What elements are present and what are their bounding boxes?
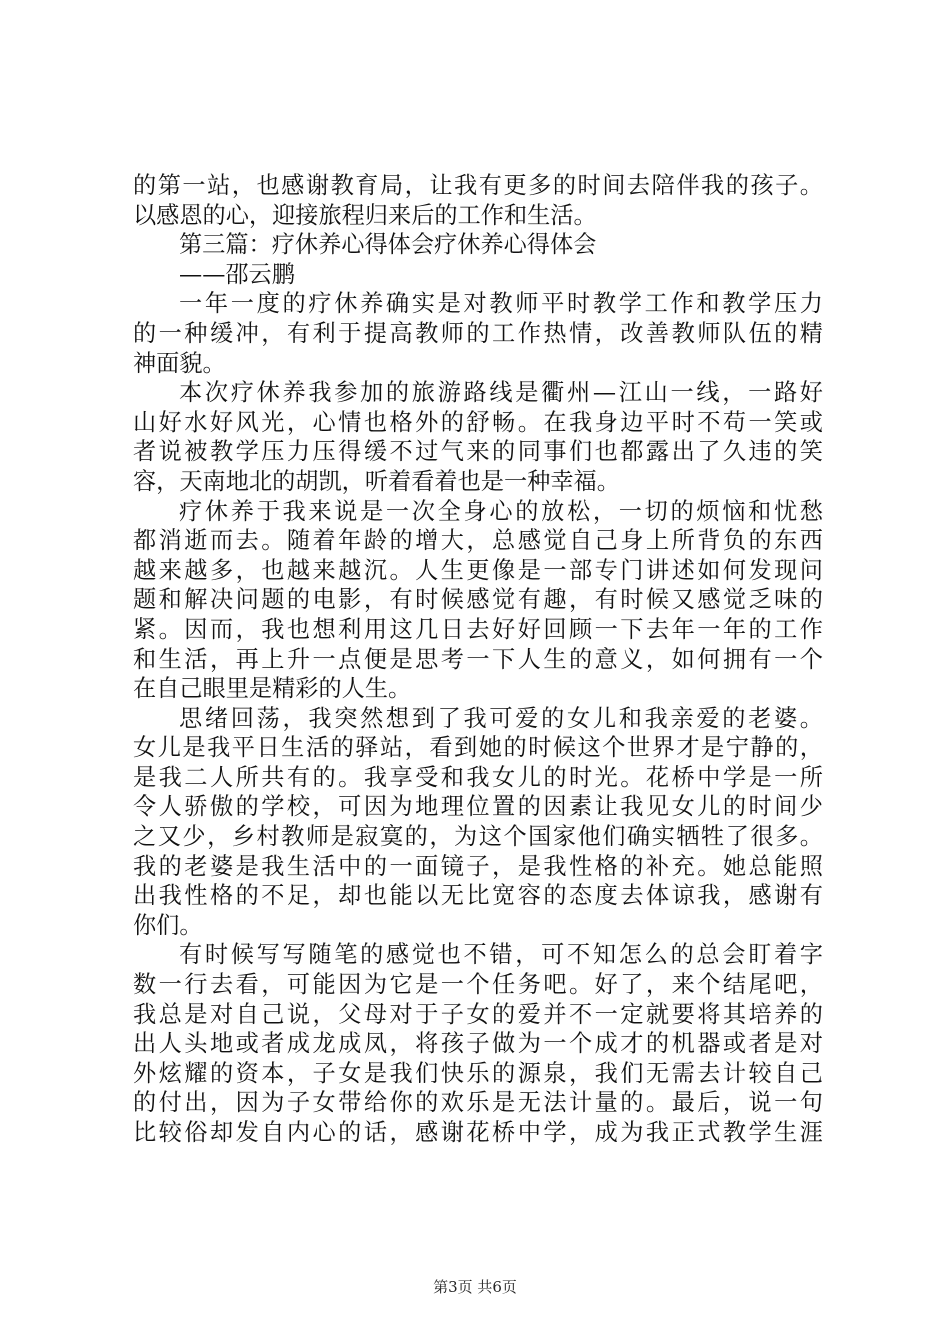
text-line: 有时候写写随笔的感觉也不错，可不知怎么的总会盯着字 [179, 941, 823, 969]
document-body [133, 171, 823, 1148]
text-line: 之又少，乡村教师是寂寞的，为这个国家他们确实牺牲了很多。 [133, 823, 823, 851]
text-line: 一年一度的疗休养确实是对教师平时教学工作和教学压力 [179, 290, 823, 318]
text-line: 是我二人所共有的。我享受和我女儿的时光。花桥中学是一所 [133, 763, 823, 791]
text-line: 紧。因而，我也想利用这几日去好好回顾一下去年一年的工作 [133, 615, 823, 643]
text-line: 容，天南地北的胡凯，听着看着也是一种幸福。 [133, 467, 620, 495]
text-line: 我总是对自己说，父母对于子女的爱并不一定就要将其培养的 [133, 1000, 823, 1028]
text-line: 第三篇：疗休养心得体会疗休养心得体会 [179, 231, 597, 259]
text-line: 题和解决问题的电影，有时候感觉有趣，有时候又感觉乏味的 [133, 586, 823, 614]
text-line: 越来越多，也越来越沉。人生更像是一部专门讲述如何发现问 [133, 556, 823, 584]
text-line: 数一行去看，可能因为它是一个任务吧。好了，来个结尾吧， [133, 971, 823, 999]
text-line: 外炫耀的资本，子女是我们快乐的源泉，我们无需去计较自己 [133, 1059, 823, 1087]
text-line: 都消逝而去。随着年龄的增大，总感觉自己身上所背负的东西 [133, 527, 823, 555]
text-line: 疗休养于我来说是一次全身心的放松，一切的烦恼和忧愁 [179, 497, 823, 525]
text-line: 以感恩的心，迎接旅程归来后的工作和生活。 [133, 201, 597, 229]
text-line: 你们。 [133, 911, 203, 939]
text-line: 思绪回荡，我突然想到了我可爱的女儿和我亲爱的老婆。 [179, 704, 823, 732]
text-line: 出人头地或者成龙成凤，将孩子做为一个成才的机器或者是对 [133, 1030, 823, 1058]
text-line: 者说被教学压力压得缓不过气来的同事们也都露出了久违的笑 [133, 438, 823, 466]
text-line: 的一种缓冲，有利于提高教师的工作热情，改善教师队伍的精 [133, 319, 823, 347]
text-line: 我的老婆是我生活中的一面镜子，是我性格的补充。她总能照 [133, 852, 823, 880]
text-line: ——邵云鹏 [179, 260, 295, 288]
text-line: 神面貌。 [133, 349, 226, 377]
text-line: 和生活，再上升一点便是思考一下人生的意义，如何拥有一个 [133, 645, 823, 673]
text-line: 在自己眼里是精彩的人生。 [133, 675, 412, 703]
text-line: 女儿是我平日生活的驿站，看到她的时候这个世界才是宁静的， [133, 734, 823, 762]
text-line: 比较俗却发自内心的话，感谢花桥中学，成为我正式教学生涯 [133, 1119, 823, 1146]
text-line: 本次疗休养我参加的旅游路线是衢州—江山一线，一路好 [179, 379, 823, 407]
text-line: 出我性格的不足，却也能以无比宽容的态度去体谅我，感谢有 [133, 882, 823, 910]
text-line: 山好水好风光，心情也格外的舒畅。在我身边平时不苟一笑或 [133, 408, 823, 436]
text-line: 的付出，因为子女带给你的欢乐是无法计量的。最后，说一句 [133, 1089, 823, 1117]
text-line: 令人骄傲的学校，可因为地理位置的因素让我见女儿的时间少 [133, 793, 823, 821]
text-line: 的第一站，也感谢教育局，让我有更多的时间去陪伴我的孩子。 [133, 172, 823, 199]
page-footer: 第3页 共6页 [433, 1278, 517, 1296]
